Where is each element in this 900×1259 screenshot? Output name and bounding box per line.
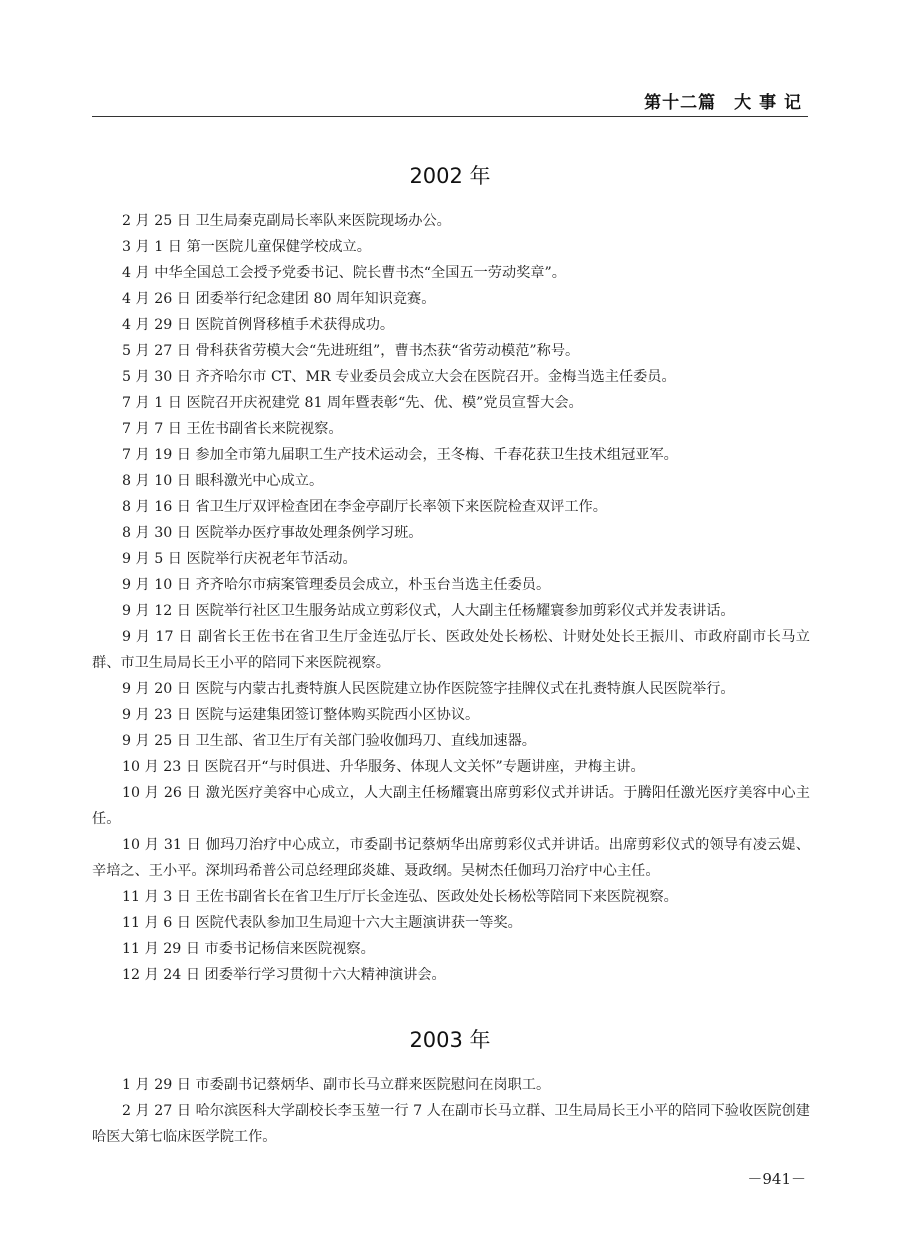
chronicle-entry: 3 月 1 日 第一医院儿童保健学校成立。 xyxy=(122,239,371,255)
chronicle-entry: 10 月 31 日 伽玛刀治疗中心成立，市委副书记蔡炳华出席剪彩仪式并讲话。出席剪彩仪式的领导有凌云媞、辛培之、王小平。深圳玛希普公司总经理邱炎雄、聂政纲。吴树杰任伽玛刀治疗中心主任。 xyxy=(92,837,810,879)
year-heading-2003: 2003 年 xyxy=(409,1028,491,1052)
chronicle-entry: 4 月 26 日 团委举行纪念建团 80 周年知识竞赛。 xyxy=(122,291,436,307)
chronicle-entry: 1 月 29 日 市委副书记蔡炳华、副市长马立群来医院慰问在岗职工。 xyxy=(122,1077,551,1093)
chronicle-entry: 7 月 1 日 医院召开庆祝建党 81 周年暨表彰“先、优、模”党员宣誓大会。 xyxy=(122,395,583,411)
chronicle-entry: 9 月 25 日 卫生部、省卫生厅有关部门验收伽玛刀、直线加速器。 xyxy=(122,733,536,749)
chronicle-entry: 4 月 29 日 医院首例肾移植手术获得成功。 xyxy=(122,317,395,333)
chronicle-entry: 5 月 30 日 齐齐哈尔市 CT、MR 专业委员会成立大会在医院召开。金梅当选主任委员。 xyxy=(122,369,676,385)
chronicle-entry: 12 月 24 日 团委举行学习贯彻十六大精神演讲会。 xyxy=(122,967,446,983)
chronicle-entry: 11 月 6 日 医院代表队参加卫生局迎十六大主题演讲获一等奖。 xyxy=(122,915,522,931)
running-header xyxy=(92,86,808,117)
chronicle-entry: 8 月 10 日 眼科激光中心成立。 xyxy=(122,473,324,489)
chronicle-entry: 11 月 29 日 市委书记杨信来医院视察。 xyxy=(122,941,375,957)
entries-2002 xyxy=(92,208,810,988)
chronicle-entry: 9 月 12 日 医院举行社区卫生服务站成立剪彩仪式，人大副主任杨耀寰参加剪彩仪式并发表讲话。 xyxy=(122,603,735,619)
chapter-title: 第十二篇 大 事 记 xyxy=(644,93,802,113)
year-heading-2002: 2002 年 xyxy=(409,164,491,188)
page-number: －941－ xyxy=(747,1170,806,1188)
entries-2003 xyxy=(92,1072,810,1150)
chronicle-entry: 7 月 7 日 王佐书副省长来院视察。 xyxy=(122,421,343,437)
chronicle-entry: 9 月 10 日 齐齐哈尔市病案管理委员会成立，朴玉台当选主任委员。 xyxy=(122,577,551,593)
chronicle-entry: 11 月 3 日 王佐书副省长在省卫生厅厅长金连弘、医政处处长杨松等陪同下来医院视察。 xyxy=(122,889,678,905)
chronicle-entry: 8 月 16 日 省卫生厅双评检查团在李金亭副厅长率领下来医院检查双评工作。 xyxy=(122,499,607,515)
chronicle-entry: 2 月 25 日 卫生局秦克副局长率队来医院现场办公。 xyxy=(122,213,451,229)
chronicle-entry: 9 月 23 日 医院与运建集团签订整体购买院西小区协议。 xyxy=(122,707,480,723)
chronicle-entry: 5 月 27 日 骨科获省劳模大会“先进班组”，曹书杰获“省劳动模范”称号。 xyxy=(122,343,580,359)
chronicle-entry: 10 月 23 日 医院召开“与时俱进、升华服务、体现人文关怀”专题讲座，尹梅主讲。 xyxy=(122,759,645,775)
chronicle-entry: 9 月 17 日 副省长王佐书在省卫生厅金连弘厅长、医政处处长杨松、计财处处长王振川、市政府副市长马立群、市卫生局局长王小平的陪同下来医院视察。 xyxy=(92,629,810,671)
chronicle-entry: 9 月 5 日 医院举行庆祝老年节活动。 xyxy=(122,551,357,567)
chronicle-entry: 4 月 中华全国总工会授予党委书记、院长曹书杰“全国五一劳动奖章”。 xyxy=(122,265,566,281)
chronicle-entry: 7 月 19 日 参加全市第九届职工生产技术运动会，王冬梅、千春花获卫生技术组冠亚军。 xyxy=(122,447,678,463)
chronicle-entry: 10 月 26 日 激光医疗美容中心成立，人大副主任杨耀寰出席剪彩仪式并讲话。于腾阳任激光医疗美容中心主任。 xyxy=(92,785,810,827)
chronicle-entry: 2 月 27 日 哈尔滨医科大学副校长李玉堃一行 7 人在副市长马立群、卫生局局长王小平的陪同下验收医院创建哈医大第七临床医学院工作。 xyxy=(92,1103,810,1145)
chronicle-entry: 8 月 30 日 医院举办医疗事故处理条例学习班。 xyxy=(122,525,423,541)
chronicle-entry: 9 月 20 日 医院与内蒙古扎赉特旗人民医院建立协作医院签字挂牌仪式在扎赉特旗人民医院举行。 xyxy=(122,681,735,697)
